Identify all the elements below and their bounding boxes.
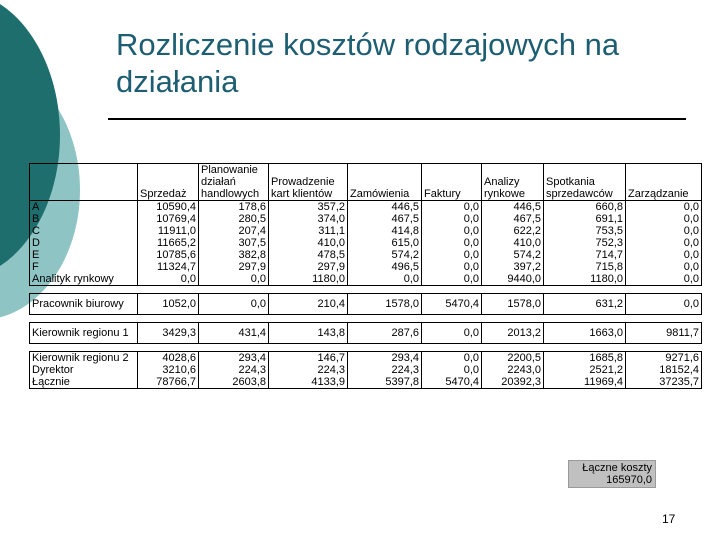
- header-cell: Planowanie działań handlowych: [199, 164, 269, 201]
- table-cell: 11969,4: [544, 376, 626, 389]
- table-cell: 0,0: [626, 201, 702, 214]
- table-cell: 0,0: [422, 237, 482, 249]
- table-cell: 9440,0: [482, 273, 544, 286]
- table-block-employees: [30, 201, 702, 286]
- table-cell: 11911,0: [138, 225, 199, 237]
- table-cell: 431,4: [199, 323, 269, 344]
- table-cell: 467,5: [348, 213, 422, 225]
- table-cell: 615,0: [348, 237, 422, 249]
- table-cell: 224,3: [269, 364, 348, 376]
- table-cell: 0,0: [422, 249, 482, 261]
- table-cell: 1052,0: [138, 294, 199, 315]
- table-cell: 280,5: [199, 213, 269, 225]
- table-cell: 714,7: [544, 249, 626, 261]
- table-cell: 0,0: [422, 261, 482, 273]
- table-cell: 0,0: [626, 213, 702, 225]
- table-cell: 178,6: [199, 201, 269, 214]
- table-cell: 0,0: [348, 273, 422, 286]
- slide-title: Rozliczenie kosztów rodzajowych na działania: [116, 27, 620, 99]
- table-cell: 3210,6: [138, 364, 199, 376]
- row-label: D: [30, 237, 138, 249]
- table-cell: 446,5: [482, 201, 544, 214]
- table-cell: 146,7: [269, 352, 348, 365]
- row-label: Kierownik regionu 1: [30, 323, 138, 344]
- page-number: 17: [662, 512, 676, 526]
- table-cell: 357,2: [269, 201, 348, 214]
- table-cell: 9811,7: [626, 323, 702, 344]
- row-label: Łącznie: [30, 376, 138, 389]
- table-cell: 0,0: [626, 225, 702, 237]
- table-cell: 11665,2: [138, 237, 199, 249]
- row-label: E: [30, 249, 138, 261]
- table-row: [30, 225, 702, 237]
- table-cell: 397,2: [482, 261, 544, 273]
- table-cell: 2243,0: [482, 364, 544, 376]
- title-underline: [108, 118, 686, 120]
- header-cell: Analizy rynkowe: [482, 164, 544, 201]
- table-cell: 5397,8: [348, 376, 422, 389]
- table-header: [30, 164, 702, 201]
- table-cell: 210,4: [269, 294, 348, 315]
- table-row: [30, 237, 702, 249]
- table-cell: 0,0: [199, 294, 269, 315]
- table-cell: 1685,8: [544, 352, 626, 365]
- table-cell: 0,0: [422, 201, 482, 214]
- table-cell: 224,3: [348, 364, 422, 376]
- header-cell: Zamówienia: [348, 164, 422, 201]
- table-row: [30, 352, 702, 365]
- table-cell: 1578,0: [348, 294, 422, 315]
- table-cell: 0,0: [138, 273, 199, 286]
- table-cell: 293,4: [348, 352, 422, 365]
- table-cell: 297,9: [199, 261, 269, 273]
- table-cell: 1180,0: [269, 273, 348, 286]
- table-block-region-manager-1: [30, 323, 702, 344]
- table-cell: 1578,0: [482, 294, 544, 315]
- table-cell: 467,5: [482, 213, 544, 225]
- row-label: Analityk rynkowy: [30, 273, 138, 286]
- table-cell: 715,8: [544, 261, 626, 273]
- table-block-office-worker: [30, 294, 702, 315]
- table-cell: 1663,0: [544, 323, 626, 344]
- table-cell: 207,4: [199, 225, 269, 237]
- table-cell: 10785,6: [138, 249, 199, 261]
- table-cell: 382,8: [199, 249, 269, 261]
- table-row: [30, 323, 702, 344]
- table-cell: 307,5: [199, 237, 269, 249]
- table-cell: 414,8: [348, 225, 422, 237]
- table-cell: 287,6: [348, 323, 422, 344]
- table-cell: 18152,4: [626, 364, 702, 376]
- table-row: [30, 261, 702, 273]
- table-cell: 143,8: [269, 323, 348, 344]
- table-cell: 0,0: [199, 273, 269, 286]
- table-cell: 753,5: [544, 225, 626, 237]
- table-row: [30, 201, 702, 214]
- table-cell: 20392,3: [482, 376, 544, 389]
- table-row: [30, 273, 702, 286]
- table-cell: 0,0: [422, 323, 482, 344]
- row-label: Dyrektor: [30, 364, 138, 376]
- row-label: Kierownik regionu 2: [30, 352, 138, 365]
- table-cell: 0,0: [626, 237, 702, 249]
- table-cell: 9271,6: [626, 352, 702, 365]
- table-cell: 0,0: [626, 273, 702, 286]
- table-cell: 11324,7: [138, 261, 199, 273]
- table-cell: 0,0: [422, 364, 482, 376]
- table-cell: 410,0: [269, 237, 348, 249]
- header-cell: Faktury: [422, 164, 482, 201]
- table-cell: 622,2: [482, 225, 544, 237]
- row-label: Pracownik biurowy: [30, 294, 138, 315]
- table-cell: 1180,0: [544, 273, 626, 286]
- table-cell: 0,0: [422, 352, 482, 365]
- table-cell: 10590,4: [138, 201, 199, 214]
- header-cell: Zarządzanie: [626, 164, 702, 201]
- header-cell: Spotkania sprzedawców: [544, 164, 626, 201]
- table-cell: 2521,2: [544, 364, 626, 376]
- total-costs-label: Łączne koszty: [582, 462, 652, 474]
- table-cell: 311,1: [269, 225, 348, 237]
- row-label: F: [30, 261, 138, 273]
- table-cell: 574,2: [348, 249, 422, 261]
- table-cell: 5470,4: [422, 294, 482, 315]
- table-cell: 574,2: [482, 249, 544, 261]
- table-cell: 10769,4: [138, 213, 199, 225]
- row-label: C: [30, 225, 138, 237]
- table-row: [30, 213, 702, 225]
- table-cell: 0,0: [626, 249, 702, 261]
- table-cell: 224,3: [199, 364, 269, 376]
- table-cell: 0,0: [422, 213, 482, 225]
- table-cell: 2013,2: [482, 323, 544, 344]
- table-cell: 78766,7: [138, 376, 199, 389]
- table-cell: 3429,3: [138, 323, 199, 344]
- table-row: [30, 376, 702, 389]
- table-cell: 4133,9: [269, 376, 348, 389]
- table-row: [30, 364, 702, 376]
- table-cell: 0,0: [422, 225, 482, 237]
- table-cell: 0,0: [626, 294, 702, 315]
- table-cell: 631,2: [544, 294, 626, 315]
- table-cell: 2200,5: [482, 352, 544, 365]
- header-cell-empty: [30, 164, 138, 201]
- table-cell: 660,8: [544, 201, 626, 214]
- table-cell: 4028,6: [138, 352, 199, 365]
- row-label: A: [30, 201, 138, 214]
- table-cell: 496,5: [348, 261, 422, 273]
- table-cell: 293,4: [199, 352, 269, 365]
- table-cell: 2603,8: [199, 376, 269, 389]
- table-cell: 37235,7: [626, 376, 702, 389]
- table-row: [30, 249, 702, 261]
- table-cell: 752,3: [544, 237, 626, 249]
- table-cell: 297,9: [269, 261, 348, 273]
- table-cell: 691,1: [544, 213, 626, 225]
- total-costs-box: [568, 460, 656, 488]
- table-cell: 0,0: [422, 273, 482, 286]
- table-cell: 0,0: [626, 261, 702, 273]
- table-block-management-total: [30, 352, 702, 389]
- row-label: B: [30, 213, 138, 225]
- table-cell: 410,0: [482, 237, 544, 249]
- table-cell: 478,5: [269, 249, 348, 261]
- table-cell: 446,5: [348, 201, 422, 214]
- table-row: [30, 294, 702, 315]
- table-cell: 5470,4: [422, 376, 482, 389]
- cost-allocation-table: [29, 163, 702, 389]
- total-costs-value: 165970,0: [606, 474, 652, 486]
- table-cell: 374,0: [269, 213, 348, 225]
- header-cell: Prowadzenie kart klientów: [269, 164, 348, 201]
- header-cell: Sprzedaż: [138, 164, 199, 201]
